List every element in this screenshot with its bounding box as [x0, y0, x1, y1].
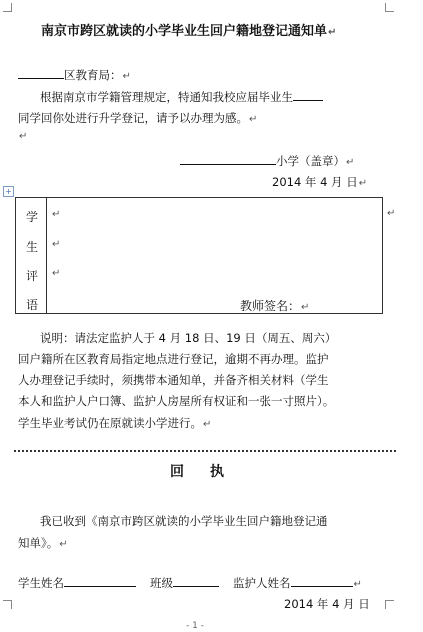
student-name-label: 学生姓名 — [18, 576, 64, 590]
eval-label-char: 语 — [26, 298, 39, 312]
note-line: 说明：请法定监护人于 4 月 18 日、19 日（周五、周六） — [40, 331, 337, 345]
receipt-title: 回执 — [170, 464, 250, 480]
document-title — [41, 20, 336, 39]
paragraph-mark: ↵ — [52, 268, 61, 279]
notice-text-2: 同学回你处进行升学登记，请予以办理为感。 — [18, 111, 248, 125]
receipt-paragraph-line2 — [18, 535, 68, 551]
paragraph-mark: ↵ — [52, 239, 61, 250]
eval-label-char: 评 — [26, 269, 39, 283]
guardian-name-label: 监护人姓名 — [233, 576, 291, 590]
empty-paragraph-mark: ↵ — [19, 131, 28, 142]
class-label: 班级 — [150, 576, 173, 590]
paragraph-mark: ↵ — [249, 114, 258, 125]
note-line: 人办理登记手续时，须携带本通知单，并备齐相关材料（学生 — [18, 373, 329, 387]
note-line-last — [18, 415, 211, 431]
paragraph-mark: ↵ — [346, 157, 355, 168]
paragraph-mark: ↵ — [358, 178, 368, 189]
crop-mark-top-left — [3, 3, 12, 12]
guardian-name-field[interactable] — [291, 574, 353, 587]
notice-date — [272, 174, 367, 190]
note-line: 本人和监护人户口簿、监护人房屋所有权证和一张一寸照片）。 — [18, 394, 335, 408]
notice-paragraph-line2 — [18, 110, 257, 126]
receipt-fields-line — [18, 574, 362, 591]
bureau-salutation — [18, 66, 131, 83]
table-column-divider — [46, 198, 47, 313]
note-text: 学生毕业考试仍在原就读小学进行。 — [18, 416, 202, 430]
notice-text-1: 根据南京市学籍管理规定，特通知我校应届毕业生 — [40, 90, 293, 104]
eval-label-char: 生 — [26, 240, 39, 254]
crop-mark-bottom-left — [3, 600, 12, 609]
notice-paragraph-line1 — [40, 88, 323, 105]
paragraph-mark: ↵ — [122, 71, 131, 82]
school-name-blank — [180, 152, 276, 165]
crop-mark-bottom-right — [385, 600, 394, 609]
student-name-field[interactable] — [64, 574, 136, 587]
paragraph-mark: ↵ — [52, 209, 61, 220]
receipt-paragraph-line1: 我已收到《南京市跨区就读的小学毕业生回户籍地登记通 — [40, 514, 328, 528]
student-evaluation-table — [15, 197, 396, 314]
paragraph-mark: ↵ — [328, 27, 337, 38]
cut-line-divider — [14, 450, 396, 452]
eval-label-char: 学 — [26, 210, 39, 224]
notice-date-text: 2014 年 4 月 日 — [272, 175, 358, 189]
paragraph-mark: ↵ — [301, 302, 310, 313]
teacher-signature-label — [240, 297, 309, 314]
receipt-text: 知单》。 — [18, 536, 59, 550]
receipt-date: 2014 年 4 月 日 — [284, 597, 370, 611]
paragraph-mark: ↵ — [59, 539, 68, 550]
class-field[interactable] — [173, 574, 219, 587]
row-end-mark: ↵ — [387, 208, 396, 219]
district-blank — [18, 66, 64, 79]
school-seal-text: 小学（盖章） — [276, 154, 345, 168]
teacher-sign-text: 教师签名： — [240, 299, 301, 313]
table-move-handle-icon[interactable]: + — [3, 186, 14, 197]
crop-mark-top-right — [385, 3, 394, 12]
bureau-text: 区教育局： — [64, 68, 122, 82]
title-text: 南京市跨区就读的小学毕业生回户籍地登记通知单 — [41, 24, 328, 39]
page-number: - 1 - — [186, 621, 204, 631]
school-seal-line — [180, 152, 354, 169]
note-line: 回户籍所在区教育局指定地点进行登记，逾期不再办理。监护 — [18, 352, 329, 366]
student-name-blank — [293, 88, 323, 101]
paragraph-mark: ↵ — [353, 579, 362, 590]
paragraph-mark: ↵ — [203, 419, 212, 430]
